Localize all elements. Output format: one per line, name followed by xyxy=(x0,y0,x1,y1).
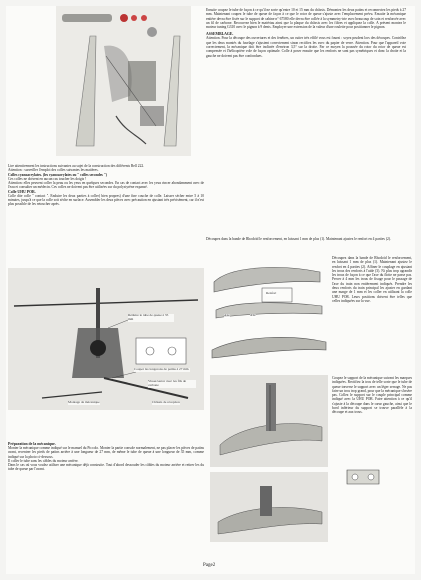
mechanics-text-2: Il coller le tube sans les câbles du moteur arrière. xyxy=(8,458,79,463)
label-chassis: Châssis de réception xyxy=(152,400,180,404)
right-mid-intro xyxy=(206,237,406,241)
label-patins: Couper les longerons de patins à 27 mm xyxy=(134,367,189,371)
assembly-text: Attention. Pour la découpe des ouvertures et des fenêtres, un cutter très effilé vous est fourni : soyez prudent lors des découpes. Contrôlez que les deux montés du fuselage s'ajustent correctement sinon rectifiez les avec du papier de verre. Attention. Pour que l'appareil voie correctement, la mécanique doit être inclinée d'environ 3,5° sur la droite. Par ce moyen la poussée du rotor du rotor de queue est compensée et l'hélicoptère vole de façon optimale. Colle à poser ensuite que les renforts ne sont pas symétriques et donc la droite et la gauche ne doivent pas être confondues. xyxy=(206,36,406,58)
support-photo-2 xyxy=(210,472,328,542)
right-bottom-text: Coupez le support de la mécanique suivant les marques indiquées. Rectifiez la trou de telle sorte que le tube de queue traverse le support avec un léger serrage. Ne pas faire un trou trop grand, pour que la mécanique s'insère pas. Collez le support sur le couple principal comme indiqué avec la UHU POR. Faire attention à ce qu'il s'ajuste à la découpe dans le cœur gauche, ainsi que le bord inférieur du support se trouve parallèle à la découpe et aux trous. xyxy=(332,376,412,415)
right-mid-intro-text: Découpez dans la bande de Rhodoïd le renforcement, en laissant 1 mm de plus (1). Maintenant ajustez le renfort en 4 parties (2). xyxy=(206,237,391,241)
label-visser: Visser/serrer avec les fils de carbone xyxy=(148,380,196,388)
fuselage-diagram-2 xyxy=(210,328,328,364)
label-axe-2: Axe xyxy=(250,313,256,317)
mechanics-heading: Préparation de la mécanique. xyxy=(8,442,56,446)
mechanics-text-3: Dans le cas où vous voulez utiliser une mécanique déjà construite. Tout d'abord dessouder les câbles du moteur arrière et retirer les du tube de queue par l'avant. xyxy=(8,463,204,472)
support-photo-1 xyxy=(210,375,328,467)
uhu-text: Colle dite colle " contact ". Enduire les deux parties à coller( bien propres) d'une fine couche de colle. Laisser sécher entre 5 à 10 minutes, jusqu'à ce que la colle soit sèche en surface. Assembler les deux pièces avec précaution en ajustant très précisément, car il n'est plus possible de les retoucher après. xyxy=(8,193,204,207)
mechanics-photo xyxy=(8,268,204,410)
right-bottom-column xyxy=(332,376,412,415)
attention-line: Attention : surveiller l'emploi des colles suivantes les matières. xyxy=(8,168,99,173)
parts-photo xyxy=(56,6,191,156)
right-top-text: Ensuite coupez le tube de façon à ce qu'il ne sorte qu'entre 10 et 15 mm du châssis. Démontez les deux patins et reconnectez les pieds à 27 mm. Maintenant coupez le tube de queue de façon à ce que le rotor de queue s'ajuste avec l'emplacement prévu. Ensuite la mécanique entière devra être fixée sur le support de cabine n° 67580 elle devra être collée à la symmetry-trie avec beaucoup de soin et renforcée avec un fil de carbone. Recouvrez bien le matériau ainsi que la plaque du châssis avec les filtres et appliquez la colle. A présent montez le moteur tuning G310 avec le pignon à 9 dents. Employer une extension de la valeur d'une roulette pour positionner le pignon. xyxy=(206,8,406,30)
assembly-heading: ASSEMBLAGE. xyxy=(206,32,234,37)
plate-diagram xyxy=(343,464,383,490)
label-montage: Montage de mécanique xyxy=(68,400,100,404)
intro-text: Lire attentivement les instructions suivantes au sujet de la construction des différents Bell 222. xyxy=(8,164,145,168)
right-mid-column xyxy=(332,256,412,303)
left-bottom-column xyxy=(8,442,204,472)
mechanics-text: Monter la mécanique comme indiqué sur le manuel du Piccolo. Monter la partie console normalement, ne pas placer les pièces de patins avant, recentrer les pieds de patins arrière à une longueur de 27 mm, de même le tube de queue à une longueur de 35 mm, comme indiqué sur la photo ci-dessous. xyxy=(8,446,204,459)
right-mid-text: Découpez dans la bande de Rhodoïd le renforcement, en laissant 1 mm de plus (1). Maintenant ajustez le renfort en 4 parties (2). Affiner le couplage en ajustant les trous des renforts à l'aide (3). Ni plus trop agrandir les trous de façon à ce que l'axe du flotte ne passe pas. Percer à 4 mm les trous de fixage pour le passage de l'axe du train non entièrement indiqués. Prendre les deux renforts du train principal les ajuster en gardant une marge de 1 mm et les coller en utilisant la colle UHU POR. Leurs positions doivent être telles que celles indiquées sur la vue. xyxy=(332,256,412,303)
page-number: Page2 xyxy=(203,563,216,568)
label-axe-1: Axe xyxy=(224,313,230,317)
left-mid-column xyxy=(8,164,204,207)
glue-line-2: Ces colles ne doivent en aucun cas toucher les doigts ! xyxy=(8,176,87,181)
attention-2: Attention: elles peuvent coller la peau ou les yeux en quelques secondes. En cas de contact avec les yeux rincer abondamment avec de l'eau et consulter un médecin. Ces colles ne doivent pas être utilisées sur du polystyrène expansé. xyxy=(8,181,204,190)
label-renfort: Renfort xyxy=(266,291,277,295)
document-page xyxy=(6,6,415,574)
uhu-heading: Colle UHU POR. xyxy=(8,189,36,194)
right-top-column xyxy=(206,8,406,58)
label-tube-queue: Réduire le tube de queue à 35 mm xyxy=(128,314,174,322)
fuselage-diagram-1 xyxy=(210,252,328,324)
glue-line: Colles cyanoacrylates. (les cyanoacrylates ou " colles secondes ") xyxy=(8,172,107,177)
